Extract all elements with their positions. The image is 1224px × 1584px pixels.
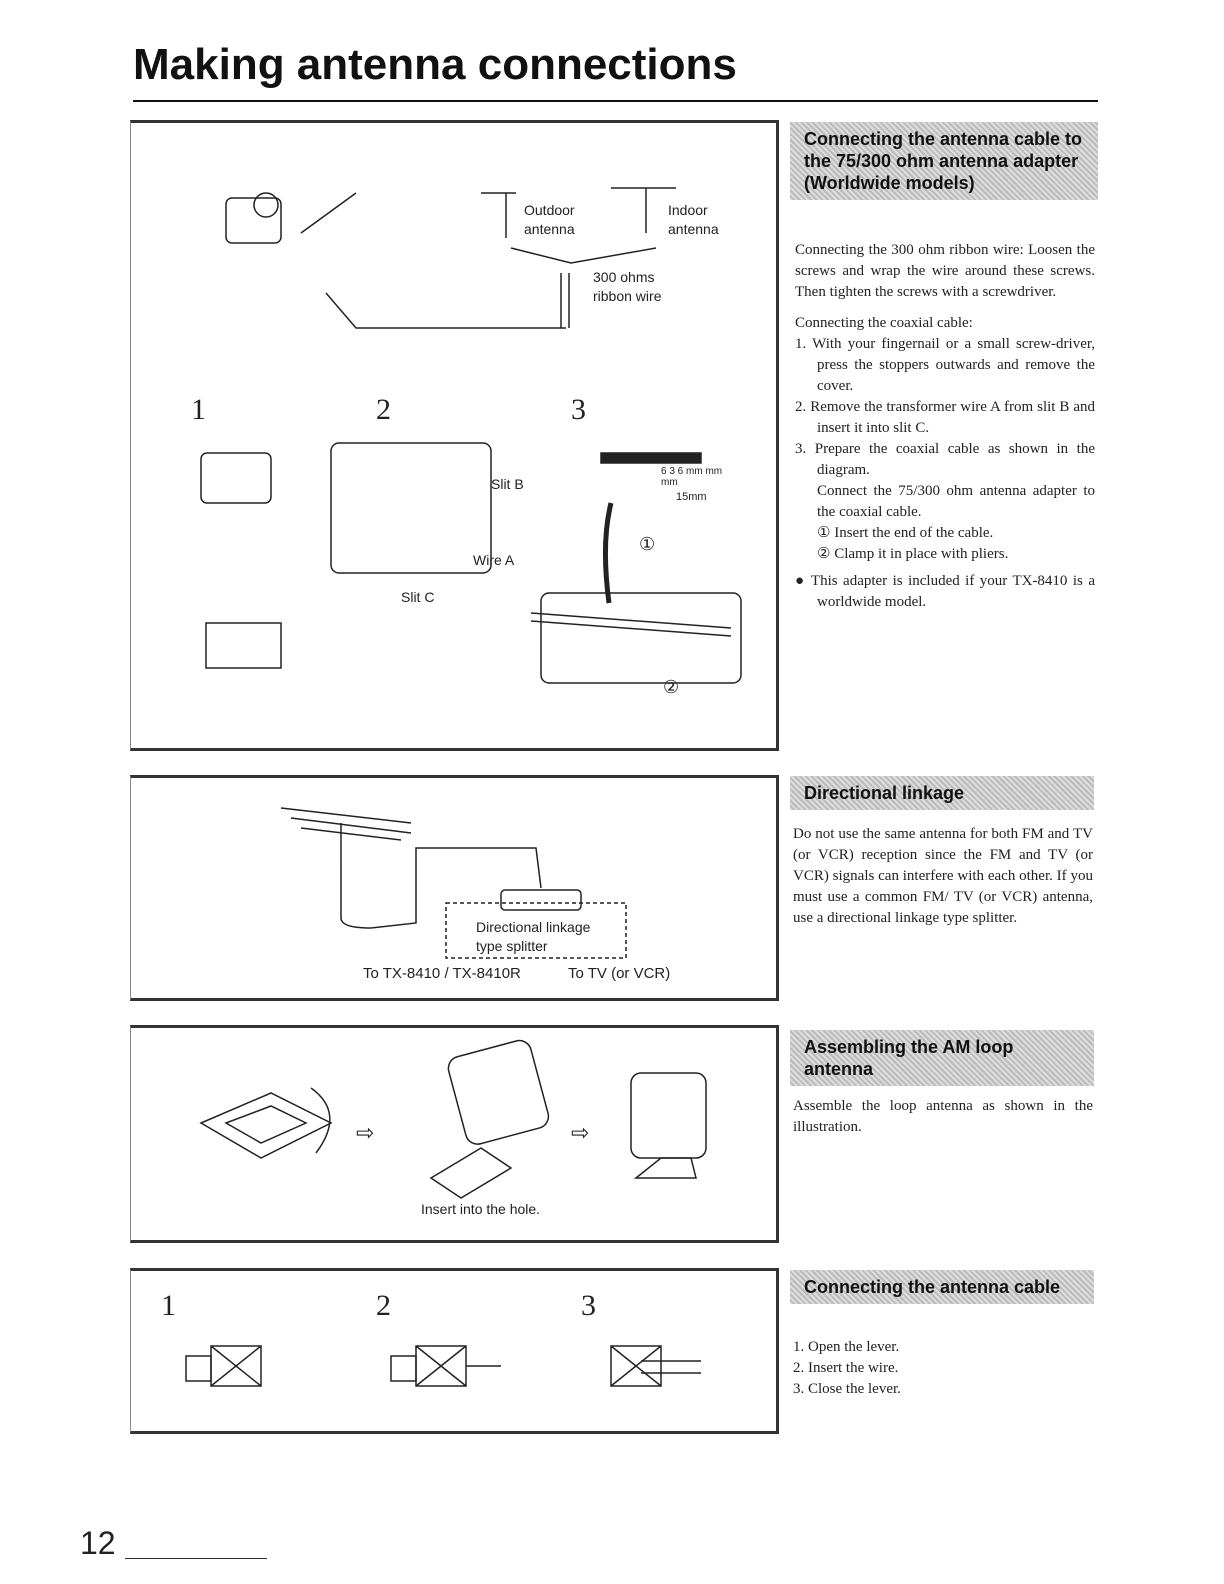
- note: ● This adapter is included if your TX-8410 is a worldwide model.: [795, 573, 1095, 610]
- step-3: 3: [581, 1289, 596, 1322]
- coax-heading: Connecting the coaxial cable:: [795, 315, 973, 331]
- antenna-cable-panel: [130, 1268, 779, 1434]
- indoor-antenna-label: Indoor antenna: [668, 202, 719, 237]
- directional-text: Do not use the same antenna for both FM and TV (or VCR) reception since the FM and TV (or VCR) signals can interfere with each other. If you must use a common FM/ TV (or VCR) antenna, use a directional linkage type splitter.: [793, 826, 1093, 926]
- terminal-drawing: [131, 1271, 776, 1431]
- list-item: 3. Close the lever.: [793, 1381, 901, 1397]
- step-2: 2: [376, 393, 391, 426]
- step-2: 2: [376, 1289, 391, 1322]
- section-heading-am-loop: Assembling the AM loop antenna: [790, 1030, 1094, 1086]
- ribbon-wire-label: 300 ohms ribbon wire: [593, 269, 662, 304]
- page-title: Making antenna connections: [133, 40, 737, 89]
- dimension-label: 6 3 6 mm mm mm: [661, 466, 723, 488]
- list-item: 1. Open the lever.: [793, 1339, 900, 1355]
- step-3: 3: [571, 393, 586, 426]
- slit-b-label: Slit B: [491, 476, 524, 492]
- loop-antenna-panel: [130, 1025, 779, 1243]
- page-number: 12: [80, 1525, 116, 1561]
- ribbon-instructions: Connecting the 300 ohm ribbon wire: Loosen the screws and wrap the wire around these screws. Then tighten the screws with a screwdriver.: [795, 242, 1095, 300]
- title-rule: [133, 100, 1098, 102]
- to-receiver-label: To TX-8410 / TX-8410R: [363, 965, 521, 982]
- list-item: 3. Prepare the coaxial cable as shown in the diagram.: [795, 441, 1095, 478]
- splitter-label: Directional linkage type splitter: [476, 919, 591, 954]
- step-1: 1: [191, 393, 206, 426]
- svg-text:⇨: ⇨: [571, 1120, 590, 1145]
- list-item: 2. Insert the wire.: [793, 1360, 899, 1376]
- callout-1: ①: [639, 534, 656, 554]
- slit-c-label: Slit C: [401, 589, 435, 605]
- list-item: 1. With your fingernail or a small screw-driver, press the stoppers outwards and remove the cover.: [795, 336, 1095, 394]
- total-length-label: 15mm: [676, 491, 707, 503]
- section-heading-antenna-cable: Connecting the antenna cable: [790, 1270, 1094, 1304]
- list-item: 2. Remove the transformer wire A from slit B and insert it into slit C.: [795, 399, 1095, 436]
- sub-item: ② Clamp it in place with pliers.: [817, 546, 1009, 562]
- callout-2: ②: [663, 677, 680, 697]
- outdoor-antenna-label: Outdoor antenna: [524, 202, 575, 237]
- to-tv-label: To TV (or VCR): [568, 965, 671, 982]
- sub-item: ① Insert the end of the cable.: [817, 525, 994, 541]
- sub-text: Connect the 75/300 ohm antenna adapter to the coaxial cable.: [817, 483, 1095, 520]
- step-1: 1: [161, 1289, 176, 1322]
- insert-caption: Insert into the hole.: [421, 1201, 541, 1217]
- am-loop-text: Assemble the loop antenna as shown in the illustration.: [793, 1098, 1093, 1135]
- page-number-rule: [125, 1558, 267, 1559]
- splitter-illustration-panel: [130, 775, 779, 1001]
- section-body-adapter: [795, 240, 1095, 613]
- svg-text:⇨: ⇨: [356, 1120, 375, 1145]
- section-heading-directional: Directional linkage: [790, 776, 1094, 810]
- wire-a-label: Wire A: [473, 552, 515, 568]
- antenna-cable-steps: [793, 1337, 1093, 1400]
- section-heading-adapter: Connecting the antenna cable to the 75/300 ohm antenna adapter (Worldwide models): [790, 122, 1098, 200]
- adapter-illustration-panel: [130, 120, 779, 751]
